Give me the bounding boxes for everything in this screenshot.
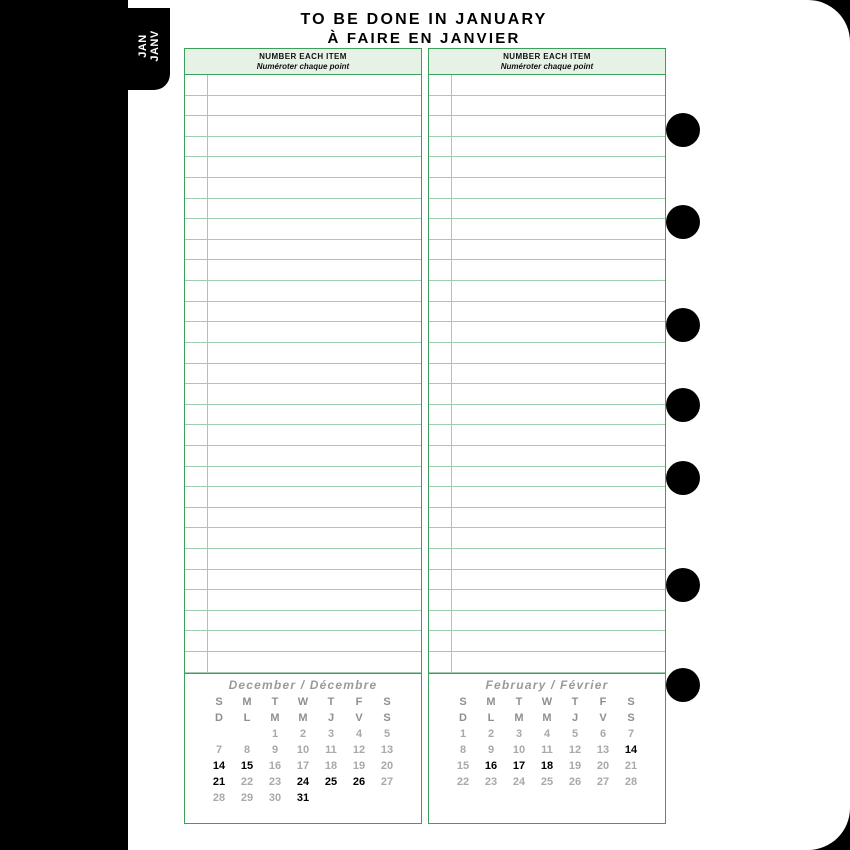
task-line[interactable] [429, 631, 665, 652]
calendar-week-row [449, 742, 645, 758]
task-line[interactable] [429, 96, 665, 117]
calendar-week-row [449, 774, 645, 790]
calendar-day-cell: 10 [296, 744, 310, 756]
task-line[interactable] [429, 322, 665, 343]
task-line[interactable] [429, 590, 665, 611]
page-title-block [178, 10, 670, 48]
task-line[interactable] [429, 549, 665, 570]
calendar-day-cell: 4 [543, 728, 551, 740]
calendar-day-cell: 13 [596, 744, 610, 756]
mini-calendar-february-title: February / Février [485, 678, 609, 692]
calendar-day-cell: 27 [380, 776, 394, 788]
weekday-label-fr: J [327, 712, 335, 724]
calendar-day-cell: 15 [456, 760, 470, 772]
task-line[interactable] [429, 116, 665, 137]
task-line[interactable] [185, 219, 421, 240]
weekday-label-en: W [297, 696, 309, 708]
calendar-day-cell: 18 [324, 760, 338, 772]
task-line[interactable] [185, 405, 421, 426]
task-line[interactable] [429, 446, 665, 467]
task-line[interactable] [185, 549, 421, 570]
task-line[interactable] [429, 467, 665, 488]
calendar-day-cell: 14 [212, 760, 226, 772]
calendar-day-cell: 21 [624, 760, 638, 772]
weekday-label-en: T [515, 696, 523, 708]
weekday-label-fr: S [627, 712, 635, 724]
calendar-day-cell: 20 [380, 760, 394, 772]
tab-label-line-1: JAN [137, 34, 149, 58]
weekday-row-en-february [449, 694, 645, 710]
calendar-day-cell: 7 [627, 728, 635, 740]
binder-hole [666, 205, 700, 239]
task-line[interactable] [429, 240, 665, 261]
weekday-label-fr: M [514, 712, 524, 724]
calendar-day-cell: 2 [299, 728, 307, 740]
task-line[interactable] [185, 260, 421, 281]
calendar-day-cell: 15 [240, 760, 254, 772]
calendar-day-empty [205, 726, 233, 742]
task-line[interactable] [429, 219, 665, 240]
weekday-label-en: S [459, 696, 467, 708]
calendar-day-empty [373, 790, 401, 806]
calendar-day-cell: 8 [243, 744, 251, 756]
number-margin-rule-left [207, 75, 208, 673]
calendar-day-cell: 21 [212, 776, 226, 788]
task-line[interactable] [429, 157, 665, 178]
task-line[interactable] [429, 302, 665, 323]
calendar-day-cell: 13 [380, 744, 394, 756]
weekday-label-fr: D [459, 712, 467, 724]
binder-hole [666, 113, 700, 147]
calendar-day-cell: 8 [459, 744, 467, 756]
weekday-label-en: T [271, 696, 279, 708]
task-line[interactable] [429, 487, 665, 508]
task-line[interactable] [429, 343, 665, 364]
task-line[interactable] [429, 611, 665, 632]
task-line[interactable] [185, 240, 421, 261]
calendar-week-row [205, 742, 401, 758]
task-column-right [428, 48, 666, 824]
column-header-right-en: NUMBER EACH ITEM [503, 52, 591, 61]
column-header-left-en: NUMBER EACH ITEM [259, 52, 347, 61]
mini-calendar-december-title: December / Décembre [228, 678, 378, 692]
binder-hole [666, 308, 700, 342]
task-line[interactable] [429, 652, 665, 673]
calendar-day-cell: 3 [327, 728, 335, 740]
task-line[interactable] [185, 611, 421, 632]
calendar-week-row [205, 726, 401, 742]
task-line[interactable] [429, 75, 665, 96]
calendar-day-empty [317, 790, 345, 806]
month-index-tab-label [137, 11, 161, 81]
task-line[interactable] [185, 487, 421, 508]
calendar-day-cell: 27 [596, 776, 610, 788]
task-line[interactable] [185, 508, 421, 529]
task-line[interactable] [429, 508, 665, 529]
column-header-left-fr: Numéroter chaque point [256, 62, 350, 71]
task-line[interactable] [185, 322, 421, 343]
task-line[interactable] [185, 96, 421, 117]
task-line[interactable] [185, 446, 421, 467]
calendar-day-cell: 12 [352, 744, 366, 756]
calendar-day-cell: 3 [515, 728, 523, 740]
weekday-label-fr: M [542, 712, 552, 724]
calendar-day-cell: 6 [599, 728, 607, 740]
weekday-label-en: M [242, 696, 252, 708]
month-index-tab[interactable] [128, 8, 170, 90]
calendar-day-cell: 19 [352, 760, 366, 772]
column-header-left [185, 49, 421, 75]
task-line[interactable] [429, 528, 665, 549]
task-line[interactable] [185, 384, 421, 405]
binder-hole [666, 461, 700, 495]
calendar-day-cell: 24 [512, 776, 526, 788]
weekday-row-fr-february [449, 710, 645, 726]
task-line[interactable] [429, 405, 665, 426]
calendar-day-cell: 9 [271, 744, 279, 756]
weekday-label-fr: M [270, 712, 280, 724]
task-line[interactable] [429, 570, 665, 591]
calendar-day-cell: 4 [355, 728, 363, 740]
weekday-label-en: F [599, 696, 607, 708]
task-line[interactable] [429, 281, 665, 302]
ruled-lines-right[interactable] [429, 75, 665, 673]
task-line[interactable] [185, 302, 421, 323]
weekday-label-fr: D [215, 712, 223, 724]
background-left-panel [0, 0, 128, 850]
task-line[interactable] [185, 528, 421, 549]
task-line[interactable] [185, 281, 421, 302]
calendar-day-cell: 16 [268, 760, 282, 772]
mini-calendar-december-table [205, 694, 401, 806]
calendar-day-cell: 18 [540, 760, 554, 772]
calendar-day-cell: 11 [325, 744, 337, 756]
calendar-day-cell: 22 [456, 776, 470, 788]
calendar-week-row [205, 758, 401, 774]
weekday-row-fr-december [205, 710, 401, 726]
task-line[interactable] [185, 343, 421, 364]
calendar-day-cell: 7 [215, 744, 223, 756]
calendar-day-empty [345, 790, 373, 806]
task-line[interactable] [429, 425, 665, 446]
calendar-day-cell: 25 [324, 776, 338, 788]
calendar-week-row [449, 726, 645, 742]
calendar-day-cell: 23 [268, 776, 282, 788]
number-margin-rule-right [451, 75, 452, 673]
weekday-label-en: S [627, 696, 635, 708]
calendar-day-cell: 25 [540, 776, 554, 788]
task-line[interactable] [185, 652, 421, 673]
task-line[interactable] [185, 75, 421, 96]
mini-calendar-february [429, 673, 665, 823]
calendar-day-cell: 20 [596, 760, 610, 772]
page-title-french: À FAIRE EN JANVIER [327, 30, 521, 47]
calendar-day-cell: 26 [568, 776, 582, 788]
calendar-day-cell: 16 [484, 760, 498, 772]
binder-hole [666, 388, 700, 422]
calendar-day-cell: 29 [240, 792, 254, 804]
weekday-label-en: F [355, 696, 363, 708]
calendar-day-cell: 14 [624, 744, 638, 756]
task-line[interactable] [429, 364, 665, 385]
calendar-day-cell: 31 [296, 792, 310, 804]
binder-hole [666, 668, 700, 702]
weekday-label-en: T [327, 696, 335, 708]
calendar-week-row [205, 790, 401, 806]
weekday-label-fr: L [487, 712, 495, 724]
task-line[interactable] [429, 199, 665, 220]
task-column-left [184, 48, 422, 824]
task-line[interactable] [185, 425, 421, 446]
weekday-label-en: W [541, 696, 553, 708]
calendar-day-cell: 17 [296, 760, 310, 772]
task-line[interactable] [185, 570, 421, 591]
calendar-day-cell: 28 [624, 776, 638, 788]
calendar-week-row [449, 758, 645, 774]
task-line[interactable] [185, 116, 421, 137]
calendar-day-cell: 5 [383, 728, 391, 740]
weekday-label-en: T [571, 696, 579, 708]
calendar-day-cell: 12 [568, 744, 582, 756]
column-header-right [429, 49, 665, 75]
calendar-day-cell: 24 [296, 776, 310, 788]
mini-calendar-december [185, 673, 421, 823]
calendar-day-cell: 1 [459, 728, 467, 740]
calendar-day-cell: 28 [212, 792, 226, 804]
calendar-day-cell: 2 [487, 728, 495, 740]
tab-label-line-2: JANV [149, 30, 161, 62]
task-line[interactable] [185, 364, 421, 385]
task-line[interactable] [185, 157, 421, 178]
task-line[interactable] [185, 137, 421, 158]
weekday-label-fr: V [355, 712, 363, 724]
calendar-week-row [205, 774, 401, 790]
task-line[interactable] [185, 178, 421, 199]
binder-hole [666, 568, 700, 602]
calendar-day-empty [233, 726, 261, 742]
task-line[interactable] [185, 590, 421, 611]
task-line[interactable] [429, 178, 665, 199]
weekday-label-en: S [383, 696, 391, 708]
ruled-lines-left[interactable] [185, 75, 421, 673]
mini-calendar-february-table [449, 694, 645, 790]
page-title-english: TO BE DONE IN JANUARY [300, 11, 548, 28]
calendar-day-cell: 10 [512, 744, 526, 756]
weekday-label-fr: M [298, 712, 308, 724]
calendar-day-cell: 5 [571, 728, 579, 740]
weekday-label-en: S [215, 696, 223, 708]
weekday-label-fr: J [571, 712, 579, 724]
task-line[interactable] [429, 260, 665, 281]
calendar-day-cell: 9 [487, 744, 495, 756]
task-line[interactable] [185, 467, 421, 488]
calendar-day-cell: 1 [271, 728, 279, 740]
calendar-day-cell: 30 [268, 792, 282, 804]
calendar-day-cell: 17 [512, 760, 526, 772]
task-line[interactable] [429, 137, 665, 158]
calendar-day-cell: 11 [541, 744, 553, 756]
task-line[interactable] [185, 631, 421, 652]
task-line[interactable] [429, 384, 665, 405]
weekday-label-fr: S [383, 712, 391, 724]
calendar-day-cell: 19 [568, 760, 582, 772]
calendar-day-cell: 26 [352, 776, 366, 788]
weekday-label-fr: L [243, 712, 251, 724]
task-line[interactable] [185, 199, 421, 220]
weekday-label-fr: V [599, 712, 607, 724]
weekday-label-en: M [486, 696, 496, 708]
weekday-row-en-december [205, 694, 401, 710]
calendar-day-cell: 22 [240, 776, 254, 788]
page-sheet [128, 0, 850, 850]
column-header-right-fr: Numéroter chaque point [500, 62, 594, 71]
calendar-day-cell: 23 [484, 776, 498, 788]
